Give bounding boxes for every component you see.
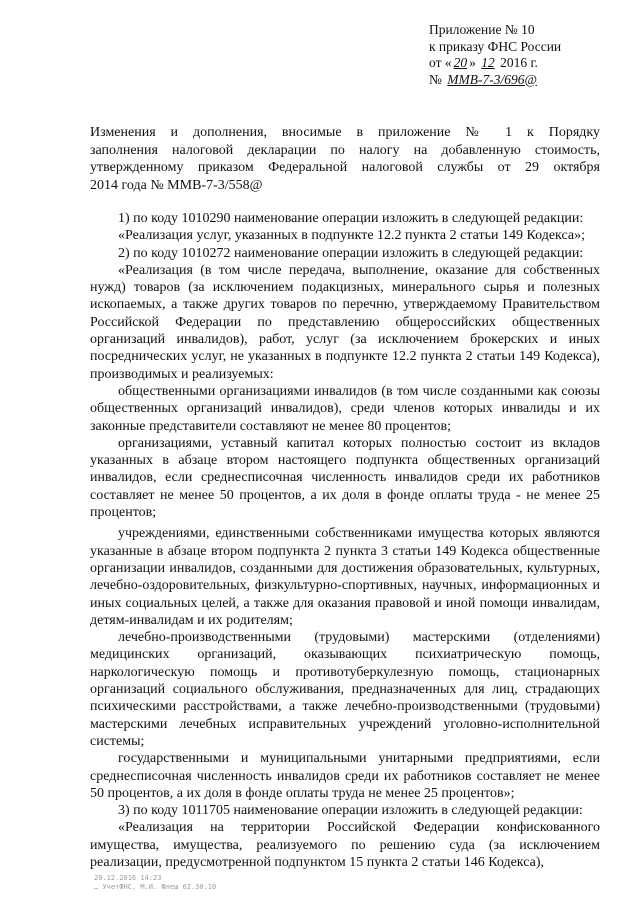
paragraph: «Реализация (в том числе передача, выполнение, оказание для собственных нужд) товаров (за исключением подакцизных, минерального сырья и полезных ископаемых, а также других товаров по перечню, утверждаемому Правительством Российской Федерации по представлению общероссийских общественных организаций инвалидов), работ, услуг (за исключением брокерских и иных посреднических услуг, не указанных в подпункте 12.2 пункта 2 статьи 149 Кодекса), производимых и реализуемых: bbox=[90, 262, 600, 382]
paragraph: учреждениями, единственными собственниками имущества которых являются указанные в абзаце втором подпункта 2 пункта 3 статьи 149 Кодекса общественные организации инвалидов, созданными для достижения образовательных, культурных, лечебно-оздоровительных, физкультурно-спортивных, научных, информационных и иных социальных целей, а также для оказания правовой и иной помощи инвалидам, детям-инвалидам и их родителям; bbox=[90, 526, 600, 628]
document-body bbox=[90, 210, 600, 871]
paragraph: государственными и муниципальными унитарными предприятиями, если среднесписочная численность инвалидов среди их работников составляет не менее 50 процентов, а их доля в фонде оплаты труда не менее 25 процентов»; bbox=[90, 751, 600, 801]
paragraph-item-3: 3) по коду 1011705 наименование операции изложить в следующей редакции: bbox=[118, 803, 583, 819]
paragraph-item-1: 1) по коду 1010290 наименование операции изложить в следующей редакции: bbox=[118, 211, 584, 226]
title-line: Изменения и дополнения, вносимые в приложение № 1 к Порядку bbox=[90, 125, 600, 140]
appendix-number: Приложение № 10 bbox=[429, 22, 535, 37]
order-date: от « 20 » 12 2016 г. bbox=[429, 55, 538, 70]
footer-timestamp: 29.12.2016 14:23 bbox=[94, 874, 162, 882]
paragraph: «Реализация услуг, указанных в подпункте 12.2 пункта 2 статьи 149 Кодекса»; bbox=[118, 228, 585, 244]
handwritten-day: 20 bbox=[453, 55, 468, 70]
paragraph-item-2: 2) по коду 1010272 наименование операции изложить в следующей редакции: bbox=[118, 245, 584, 261]
paragraph: «Реализация на территории Российской Федерации конфискованного имущества, имущества, реализуемого по решению суда (за исключением реализации, предусмотренной подпунктом 15 пункта 2 статьи 146 Кодекса), bbox=[90, 820, 600, 870]
footer-stamp: … УчетФНС, М.И. Флеш 62.30.10 bbox=[94, 883, 217, 891]
handwritten-month: 12 bbox=[481, 55, 495, 70]
handwritten-order-number: ММВ-7-3/696@ bbox=[447, 71, 537, 87]
paragraph: организациями, уставный капитал которых полностью состоит из вкладов указанных в абзаце втором настоящего подпункта общественных организаций инвалидов, если среднесписочная численность инвалидов среди их работников составляет не менее 50 процентов, а их доля в фонде оплаты труда - не менее 25 процентов; bbox=[90, 435, 600, 521]
appendix-header bbox=[429, 22, 619, 88]
title-line: 2014 года № ММВ-7-3/558@ bbox=[90, 177, 263, 193]
paragraph: лечебно-производственными (трудовыми) мастерскими (отделениями) медицинских организаций, оказывающих психиатрическую помощь, наркологическую помощь и противотуберкулезную помощь, стационарных организаций социального обслуживания, предназначенных для лиц, страдающих психическими расстройствами, а также лечебно-производственными (трудовыми) мастерскими лечебных исправительных учреждений уголовно-исполнительной системы; bbox=[90, 630, 600, 749]
document-title bbox=[90, 124, 600, 194]
title-line: заполнения налоговой декларации по налогу на добавленную стоимость, bbox=[90, 142, 600, 158]
paragraph: общественными организациями инвалидов (в том числе созданными как союзы общественных организаций инвалидов), среди членов которых инвалиды и их законные представители составляют не менее 80 процентов; bbox=[90, 383, 600, 434]
order-number: № ММВ-7-3/696@ bbox=[429, 71, 537, 87]
print-footer bbox=[94, 874, 216, 892]
order-reference: к приказу ФНС России bbox=[429, 38, 562, 54]
title-line: утвержденному приказом Федеральной налоговой службы от 29 октября bbox=[90, 160, 600, 175]
